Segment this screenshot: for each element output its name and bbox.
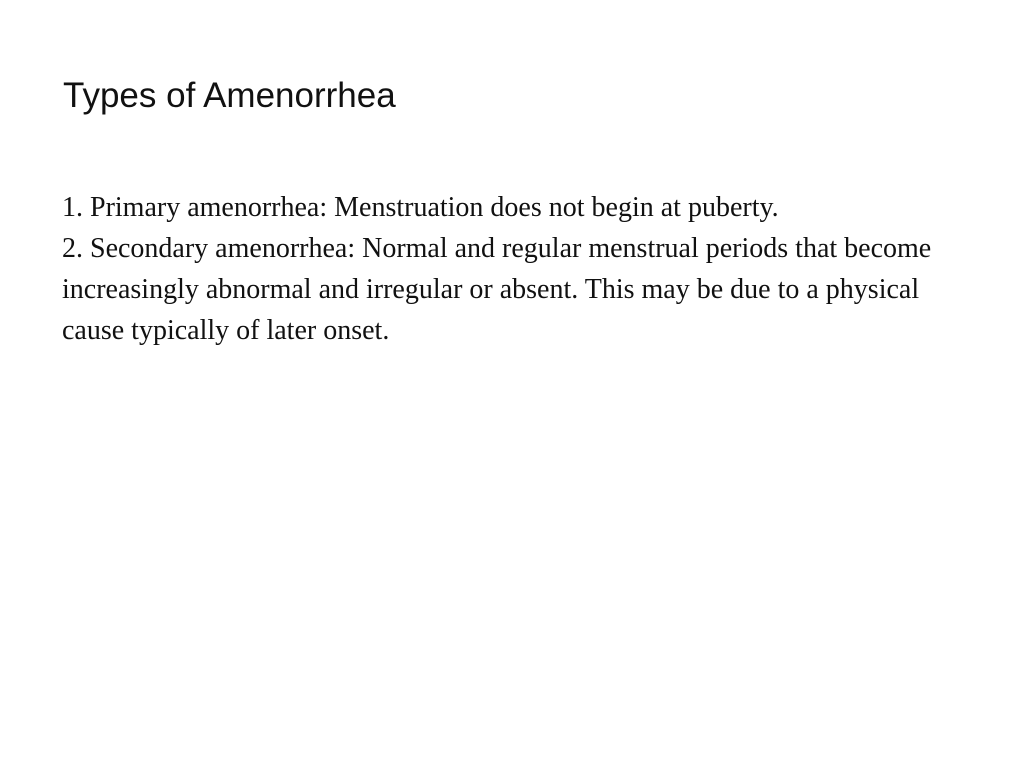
list-item-primary-amenorrhea: 1. Primary amenorrhea: Menstruation does not begin at puberty. (62, 192, 779, 223)
list-item-secondary-amenorrhea: 2. Secondary amenorrhea: Normal and regular menstrual periods that become increasingly abnormal and irregular or absent. This may be due to a physical cause typically of later onset. (62, 233, 932, 346)
slide-title: Types of Amenorrhea (63, 76, 396, 115)
slide-body (62, 187, 972, 351)
